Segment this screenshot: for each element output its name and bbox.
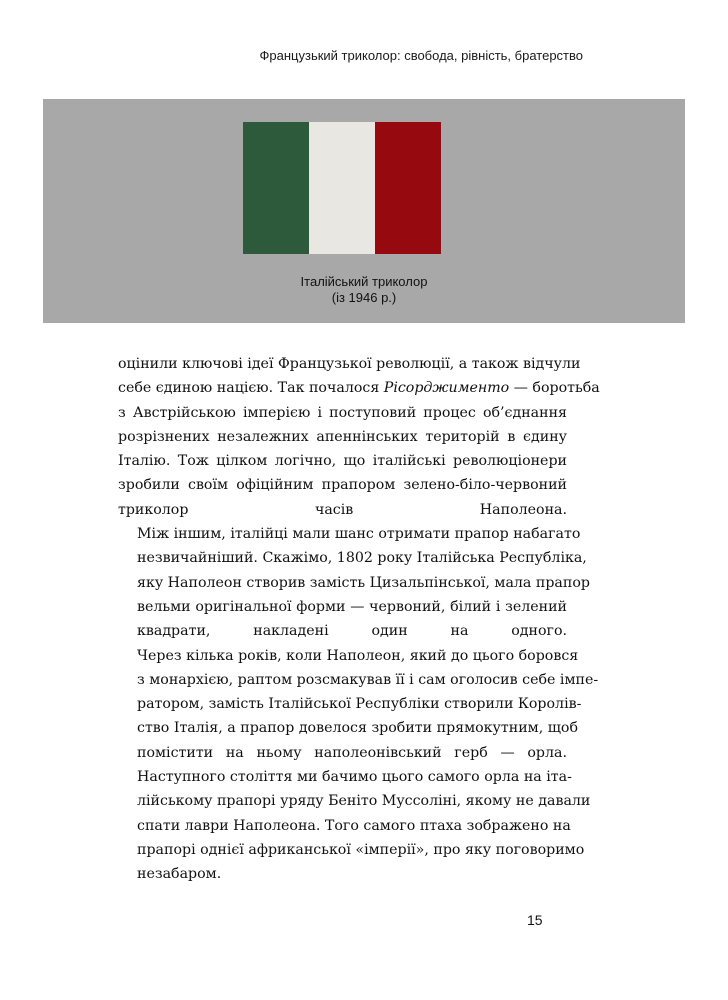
text-fragment: себе єдиною нацією. Так почалося	[118, 380, 384, 397]
text-line: ство Італія, а прапор довелося зробити прямокутним, щоб	[137, 720, 578, 737]
body-text	[118, 352, 600, 887]
paragraph-3	[118, 644, 599, 765]
text-line: прапорі однієї африканської «імперії», про яку поговоримо	[137, 841, 585, 858]
figure-caption	[43, 274, 685, 306]
text-line: триколор часів Наполеона.	[118, 501, 567, 518]
text-line: Наступного століття ми бачимо цього самого орла на іта-	[137, 769, 572, 786]
paragraph-4	[118, 765, 591, 886]
text-line: Між іншим, італійці мали шанс отримати прапор набагато	[137, 526, 581, 543]
paragraph-2	[118, 522, 590, 643]
flag-stripe-red	[375, 122, 441, 254]
text-line: розрізнених незалежних апеннінських територій в єдину	[118, 428, 567, 445]
text-line: квадрати, накладені один на одного.	[137, 623, 567, 640]
caption-line-2: (із 1946 р.)	[331, 290, 397, 305]
text-line: спати лаври Наполеона. Того самого птаха зображено на	[137, 817, 571, 834]
italic-term: Рісорджименто	[383, 380, 510, 397]
italian-flag-image	[243, 122, 441, 254]
text-line: зробили своїм офіційним прапором зелено-біло-червоний	[118, 477, 567, 494]
text-line: ратором, замість Італійської Республіки створили Королів-	[137, 696, 582, 713]
text-line: незвичайніший. Скажімо, 1802 року Італійська Республіка,	[137, 550, 587, 567]
flag-figure	[43, 99, 685, 323]
text-line: яку Наполеон створив замість Цизальпінської, мала прапор	[137, 574, 590, 591]
text-line: Італію. Тож цілком логічно, що італійські революціонери	[118, 453, 567, 470]
paragraph-1	[118, 352, 600, 522]
text-line	[118, 376, 600, 400]
text-line: незабаром.	[137, 866, 222, 883]
text-line: з монархією, раптом розсмакував її і сам оголосив себе імпе-	[137, 671, 599, 688]
text-line: з Австрійською імперією і поступовий процес об’єднання	[118, 404, 567, 421]
text-line: вельми оригінальної форми — червоний, білий і зелений	[137, 598, 567, 615]
page-number: 15	[527, 912, 543, 928]
running-header: Французький триколор: свобода, рівність, братерство	[259, 48, 583, 63]
caption-line-1: Італійський триколор	[300, 274, 428, 289]
flag-stripe-white	[309, 122, 375, 254]
text-fragment: — боротьба	[509, 380, 600, 397]
text-line: Через кілька років, коли Наполеон, який до цього боровся	[137, 647, 579, 664]
flag-stripe-green	[243, 122, 309, 254]
text-line: оцінили ключові ідеї Французької революції, а також відчули	[118, 356, 581, 372]
text-line: лійському прапорі уряду Беніто Муссоліні, якому не давали	[137, 793, 591, 810]
text-line: помістити на ньому наполеонівський герб — орла.	[137, 744, 567, 761]
